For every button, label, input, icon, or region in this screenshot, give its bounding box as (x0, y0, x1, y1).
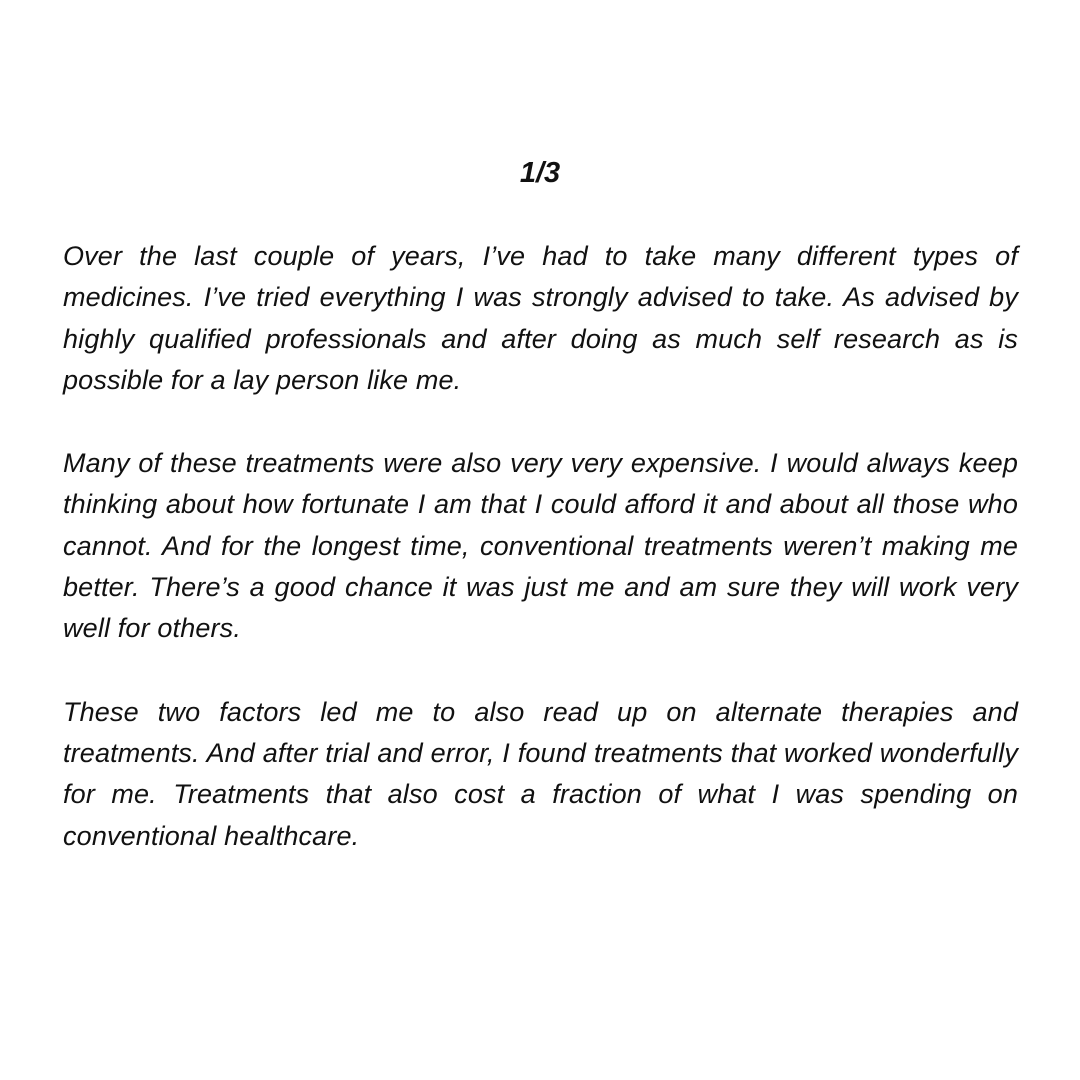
page-number: 1/3 (519, 157, 561, 189)
body-text (63, 236, 1018, 857)
paragraph-3: These two factors led me to also read up on alternate therapies and treatments. And after trial and error, I found treatments that worked wonderfully for me. Treatments that also cost a fraction of what I was spending on conventional healthcare. (63, 696, 1018, 851)
paragraph-2: Many of these treatments were also very very expensive. I would always keep thinking about how fortunate I am that I could afford it and about all those who cannot. And for the longest time, conventional treatments weren’t making me better. There’s a good chance it was just me and am sure they will work very well for others. (63, 448, 1018, 644)
paragraph-1: Over the last couple of years, I’ve had to take many different types of medicines. I’ve tried everything I was strongly advised to take. As advised by highly qualified professionals and after doing as much self research as is possible for a lay person like me. (63, 241, 1018, 395)
